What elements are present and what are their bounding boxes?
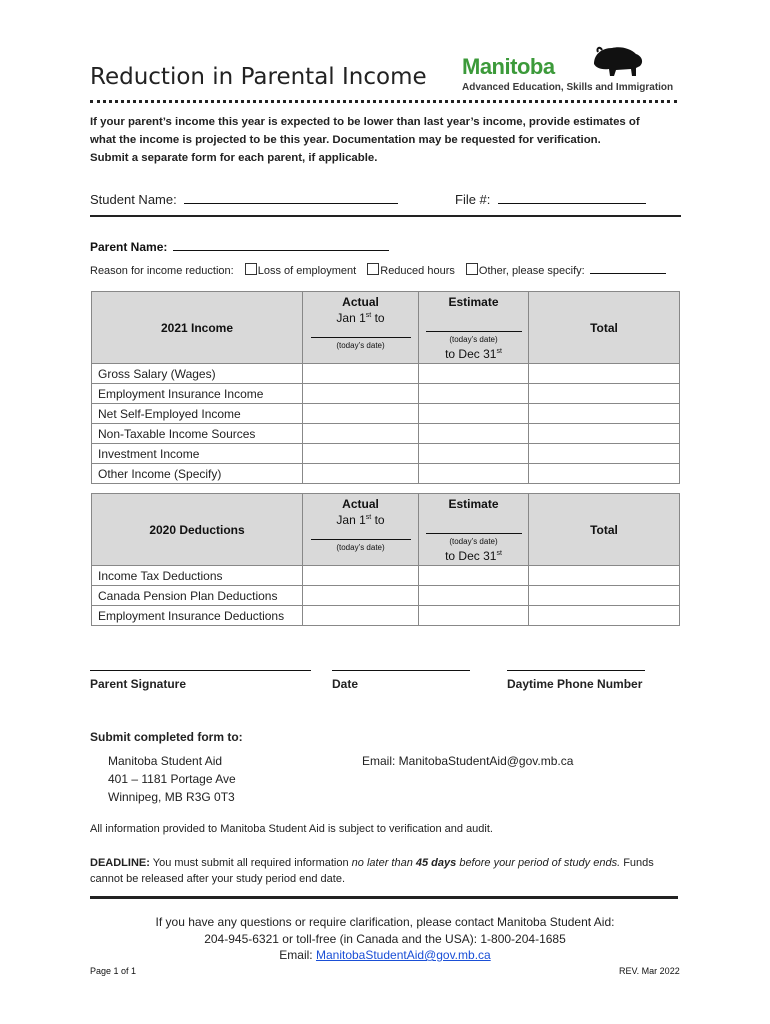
manitoba-logo <box>462 44 682 96</box>
verification-notice: All information provided to Manitoba Student Aid is subject to verification and audit. <box>90 823 493 835</box>
income-rows <box>92 364 680 484</box>
submit-email: Email: ManitobaStudentAid@gov.mb.ca <box>362 754 574 768</box>
deductions-section-header <box>92 494 303 566</box>
table-row <box>92 444 680 464</box>
other-reason-checkbox[interactable] <box>466 263 478 275</box>
submit-heading: Submit completed form to: <box>90 730 243 744</box>
table-row <box>92 586 680 606</box>
total-column-header <box>529 494 680 566</box>
logo-department: Advanced Education, Skills and Immigration <box>462 82 674 93</box>
actual-column-header <box>303 292 419 364</box>
deadline-days: 45 days <box>415 857 457 869</box>
footer-divider <box>90 896 678 899</box>
loss-of-employment-label: Loss of employment <box>257 265 357 277</box>
table-row <box>92 566 680 586</box>
estimate-cell[interactable] <box>419 384 529 404</box>
logo-wordmark: Manitoba <box>462 54 555 79</box>
total-cell[interactable] <box>529 606 680 626</box>
actual-cell[interactable] <box>303 586 419 606</box>
estimate-to: to Dec 31 <box>445 549 497 563</box>
table-row <box>92 606 680 626</box>
income-section-header <box>92 292 303 364</box>
estimate-cell[interactable] <box>419 464 529 484</box>
file-number-field[interactable] <box>498 191 646 204</box>
estimate-label: Estimate <box>448 295 499 309</box>
income-table <box>91 291 680 484</box>
estimate-cell[interactable] <box>419 586 529 606</box>
total-cell[interactable] <box>529 404 680 424</box>
total-cell[interactable] <box>529 444 680 464</box>
estimate-column-header <box>419 292 529 364</box>
table-row <box>92 384 680 404</box>
todays-date-hint: (today’s date) <box>336 543 385 552</box>
actual-column-header <box>303 494 419 566</box>
total-cell[interactable] <box>529 424 680 444</box>
table-row <box>92 464 680 484</box>
section-divider <box>90 215 681 217</box>
actual-date-line[interactable] <box>311 337 411 338</box>
bison-icon <box>590 44 646 78</box>
parent-name-field[interactable] <box>173 239 389 251</box>
deduction-rows <box>92 566 680 626</box>
actual-to: to <box>371 513 385 527</box>
contact-block <box>0 914 770 964</box>
row-label: Canada Pension Plan Deductions <box>92 586 303 606</box>
deadline-line: cannot be released after your study period end date. <box>90 873 346 885</box>
actual-cell[interactable] <box>303 364 419 384</box>
actual-cell[interactable] <box>303 606 419 626</box>
page-title: Reduction in Parental Income <box>90 64 427 90</box>
row-label: Gross Salary (Wages) <box>92 364 303 384</box>
mailing-address <box>108 752 236 806</box>
actual-date-line[interactable] <box>311 539 411 540</box>
estimate-date-line[interactable] <box>426 331 522 332</box>
estimate-cell[interactable] <box>419 364 529 384</box>
actual-label: Actual <box>342 295 379 309</box>
reason-row <box>90 263 666 277</box>
estimate-column-header <box>419 494 529 566</box>
total-cell[interactable] <box>529 364 680 384</box>
estimate-to: to Dec 31 <box>445 347 497 361</box>
parent-signature-label: Parent Signature <box>90 677 187 691</box>
other-reason-label: Other, please specify: <box>478 265 585 277</box>
deadline-italic: no later than <box>351 857 416 869</box>
estimate-cell[interactable] <box>419 606 529 626</box>
actual-cell[interactable] <box>303 384 419 404</box>
total-cell[interactable] <box>529 586 680 606</box>
reduced-hours-label: Reduced hours <box>380 265 455 277</box>
phone-label: Daytime Phone Number <box>507 677 643 691</box>
contact-phone: 204-945-6321 or toll-free (in Canada and the USA): 1-800-204-1685 <box>204 931 566 946</box>
estimate-date-line[interactable] <box>426 533 522 534</box>
estimate-sup: st <box>496 348 502 355</box>
student-name-label: Student Name: <box>90 192 177 207</box>
deadline-text: You must submit all required information <box>149 857 352 869</box>
deadline-label: DEADLINE: <box>90 857 150 869</box>
estimate-sup: st <box>496 550 502 557</box>
student-name-field[interactable] <box>184 191 398 204</box>
actual-cell[interactable] <box>303 404 419 424</box>
actual-cell[interactable] <box>303 424 419 444</box>
intro-line: Submit a separate form for each parent, if applicable. <box>90 152 378 164</box>
row-label: Employment Insurance Income <box>92 384 303 404</box>
total-cell[interactable] <box>529 464 680 484</box>
reason-label: Reason for income reduction: <box>90 265 234 277</box>
deadline-italic: before your period of study ends. <box>456 857 621 869</box>
actual-from: Jan 1 <box>336 311 366 325</box>
student-name-row <box>90 191 398 207</box>
actual-sup: st <box>365 514 372 521</box>
actual-sup: st <box>365 312 372 319</box>
todays-date-hint: (today’s date) <box>449 537 498 546</box>
actual-label: Actual <box>342 497 379 511</box>
table-row <box>92 364 680 384</box>
parent-name-label: Parent Name: <box>90 240 168 254</box>
total-cell[interactable] <box>529 384 680 404</box>
address-line: Winnipeg, MB R3G 0T3 <box>108 790 235 804</box>
phone-line[interactable] <box>507 670 645 671</box>
reduced-hours-checkbox[interactable] <box>367 263 379 275</box>
deductions-section-title: 2020 Deductions <box>149 522 245 537</box>
deductions-table <box>91 493 680 626</box>
other-reason-field[interactable] <box>590 264 666 274</box>
total-label: Total <box>590 522 618 537</box>
deadline-text: Funds <box>620 857 654 869</box>
file-number-row <box>455 191 646 207</box>
income-section-title: 2021 Income <box>160 320 234 335</box>
estimate-cell[interactable] <box>419 424 529 444</box>
loss-of-employment-checkbox[interactable] <box>245 263 257 275</box>
actual-cell[interactable] <box>303 444 419 464</box>
row-label: Other Income (Specify) <box>92 464 303 484</box>
estimate-cell[interactable] <box>419 444 529 464</box>
date-line[interactable] <box>332 670 470 671</box>
parent-name-row <box>90 239 389 254</box>
actual-cell[interactable] <box>303 566 419 586</box>
row-label: Employment Insurance Deductions <box>92 606 303 626</box>
total-cell[interactable] <box>529 566 680 586</box>
estimate-cell[interactable] <box>419 404 529 424</box>
contact-line: If you have any questions or require clarification, please contact Manitoba Student Aid: <box>155 915 615 929</box>
file-number-label: File #: <box>455 192 491 207</box>
page-number: Page 1 of 1 <box>90 966 137 976</box>
total-column-header <box>529 292 680 364</box>
contact-email-prefix: Email: <box>279 948 316 962</box>
intro-line: what the income is projected to be this year. Documentation may be requested for verification. <box>90 134 601 146</box>
row-label: Non-Taxable Income Sources <box>92 424 303 444</box>
row-label: Income Tax Deductions <box>92 566 303 586</box>
deadline-notice <box>90 855 690 887</box>
table-row <box>92 424 680 444</box>
todays-date-hint: (today’s date) <box>449 335 498 344</box>
todays-date-hint: (today’s date) <box>336 341 385 350</box>
header-divider <box>90 100 677 103</box>
revision-date: REV. Mar 2022 <box>619 966 680 976</box>
address-line: Manitoba Student Aid <box>108 754 223 768</box>
table-row <box>92 404 680 424</box>
intro-line: If your parent’s income this year is expected to be lower than last year’s income, provide estimates of <box>90 116 640 128</box>
row-label: Net Self-Employed Income <box>92 404 303 424</box>
date-label: Date <box>332 677 359 691</box>
actual-from: Jan 1 <box>336 513 366 527</box>
address-line: 401 – 1181 Portage Ave <box>108 772 236 786</box>
estimate-label: Estimate <box>448 497 499 511</box>
intro-text <box>90 113 690 167</box>
contact-email-link[interactable]: ManitobaStudentAid@gov.mb.ca <box>315 948 491 962</box>
row-label: Investment Income <box>92 444 303 464</box>
total-label: Total <box>590 320 618 335</box>
parent-signature-line[interactable] <box>90 670 311 671</box>
estimate-cell[interactable] <box>419 566 529 586</box>
actual-cell[interactable] <box>303 464 419 484</box>
actual-to: to <box>371 311 385 325</box>
